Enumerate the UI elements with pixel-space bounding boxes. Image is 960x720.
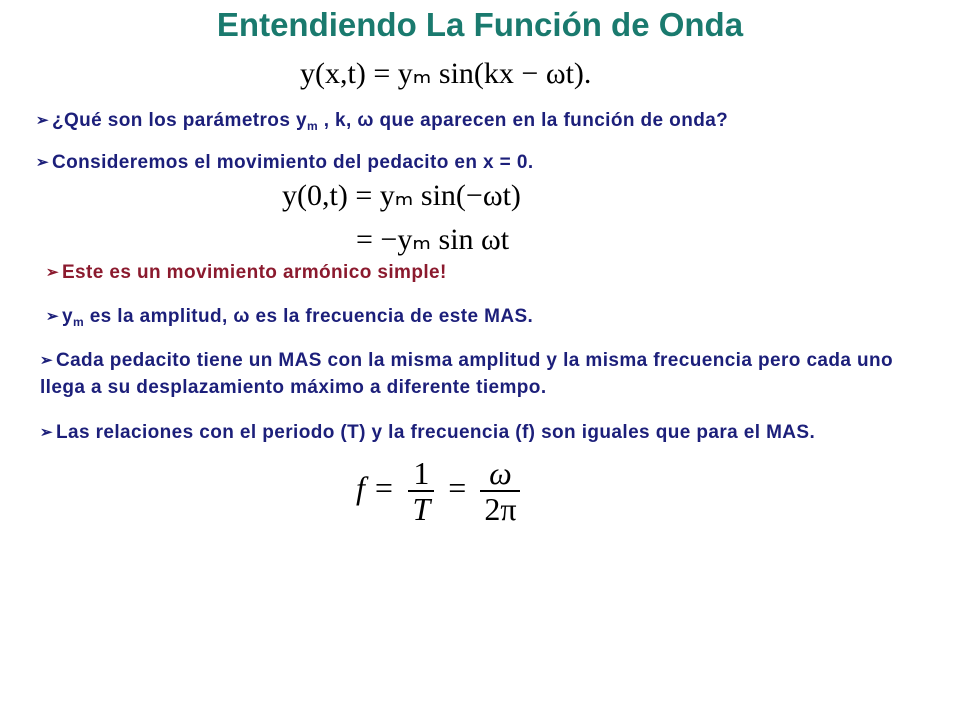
bullet-parameters-question: ➢ ¿Qué son los parámetros $y_m$ , k, ω que aparecen en la función de onda? xyxy=(36,110,729,133)
bullet-each-piece-shm: ➢ Cada pedacito tiene un MAS con la misma amplitud y la misma frecuencia pero cada uno llega a su desplazamiento máximo a diferente tiempo. xyxy=(40,350,894,398)
arrow-bullet-icon: ➢ xyxy=(36,154,49,171)
arrow-bullet-icon: ➢ xyxy=(40,424,53,441)
bullet-amplitude-frequency: ➢ $y_m$ es la amplitud, ω es la frecuencia de este MAS. xyxy=(46,306,534,329)
fraction-omega-over-2pi: $\frac{\omega}{2\pi}$ xyxy=(480,456,520,526)
bullet-consider-motion: ➢ Consideremos el movimiento del pedacito en x = 0. xyxy=(36,152,534,173)
equation-at-zero-line2: = −yₘ sin ωt xyxy=(356,223,510,256)
arrow-bullet-icon: ➢ xyxy=(40,352,53,369)
frequency-period-equation: f = $\frac{1}{T}$ = $\frac{\omega}{2\pi}$ xyxy=(356,456,526,526)
bullet-shm-statement: ➢ Este es un movimiento armónico simple! xyxy=(46,262,447,283)
arrow-bullet-icon: ➢ xyxy=(36,112,49,129)
equation-at-zero-line1: y(0,t) = yₘ sin(−ωt) xyxy=(282,179,521,212)
arrow-bullet-icon: ➢ xyxy=(46,308,59,325)
page-title: Entendiendo La Función de Onda xyxy=(216,6,744,43)
fraction-one-over-t: $\frac{1}{T}$ xyxy=(408,456,434,526)
arrow-bullet-icon: ➢ xyxy=(46,264,59,281)
wave-function-equation: y(x,t) = yₘ sin(kx − ωt). xyxy=(300,57,592,90)
bullet-period-frequency-relations: ➢ Las relaciones con el periodo (T) y la frecuencia (f) son iguales que para el MAS. xyxy=(40,422,816,443)
